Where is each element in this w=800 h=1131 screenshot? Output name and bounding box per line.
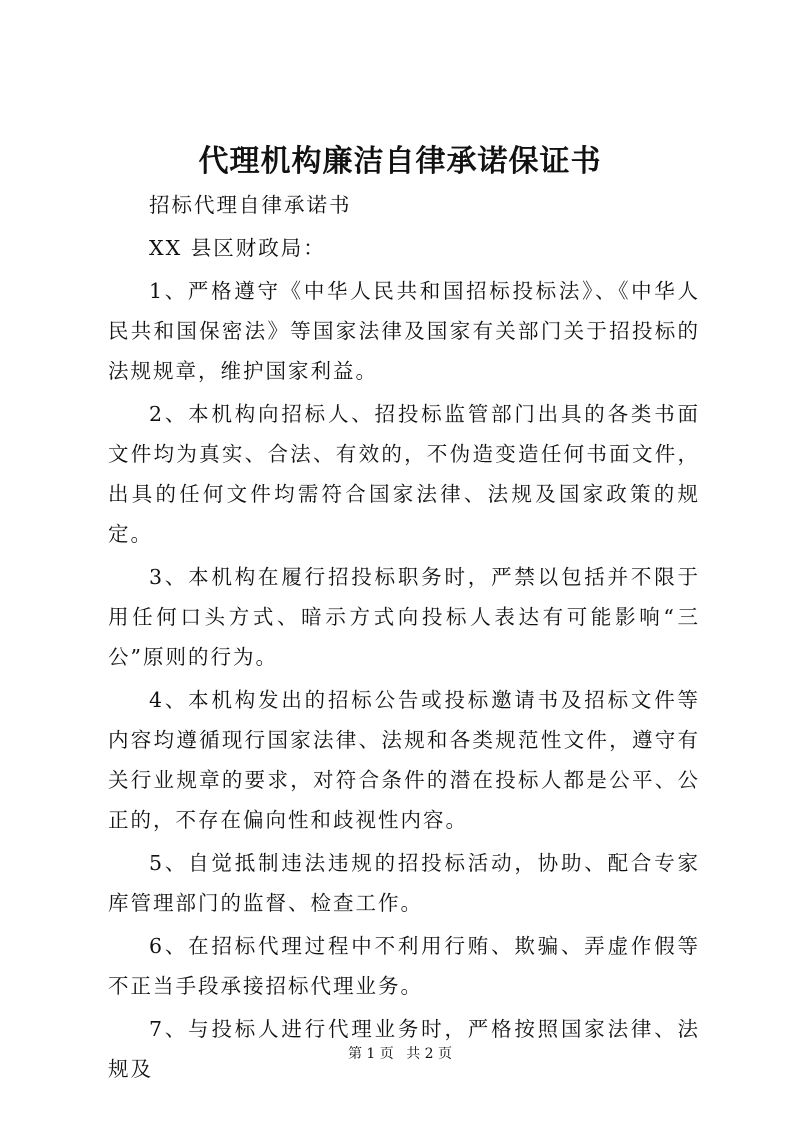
- document-title: 代理机构廉洁自律承诺保证书: [198, 144, 602, 179]
- page-total: 共 2 页: [406, 1046, 453, 1062]
- addressee: XX 县区财政局：: [149, 236, 326, 260]
- page-footer: [0, 1044, 800, 1064]
- paragraph-3: 3、本机构在履行招投标职务时，严禁以包括并不限于用任何口头方式、暗示方式向投标人表达有可能影响“三公”原则的行为。: [108, 565, 700, 669]
- document-body: [108, 185, 700, 1089]
- page-number: 第 1 页: [347, 1046, 394, 1062]
- paragraph-7: 7、与投标人进行代理业务时，严格按照国家法律、法规及: [108, 1017, 700, 1081]
- paragraph-2: 2、本机构向招标人、招投标监管部门出具的各类书面文件均为真实、合法、有效的，不伪造变造任何书面文件，出具的任何文件均需符合国家法律、法规及国家政策的规定。: [108, 402, 700, 546]
- paragraph-6: 6、在招标代理过程中不利用行贿、欺骗、弄虚作假等不正当手段承接招标代理业务。: [108, 934, 700, 998]
- document-subtitle: 招标代理自律承诺书: [149, 193, 352, 217]
- paragraph-4: 4、本机构发出的招标公告或投标邀请书及招标文件等内容均遵循现行国家法律、法规和各类规范性文件，遵守有关行业规章的要求，对符合条件的潜在投标人都是公平、公正的，不存在偏向性和歧视性内容。: [108, 688, 700, 832]
- paragraph-1: 1、严格遵守《中华人民共和国招标投标法》、《中华人民共和国保密法》等国家法律及国家有关部门关于招投标的法规规章，维护国家利益。: [108, 279, 700, 383]
- paragraph-5: 5、自觉抵制违法违规的招投标活动，协助、配合专家库管理部门的监督、检查工作。: [108, 851, 700, 915]
